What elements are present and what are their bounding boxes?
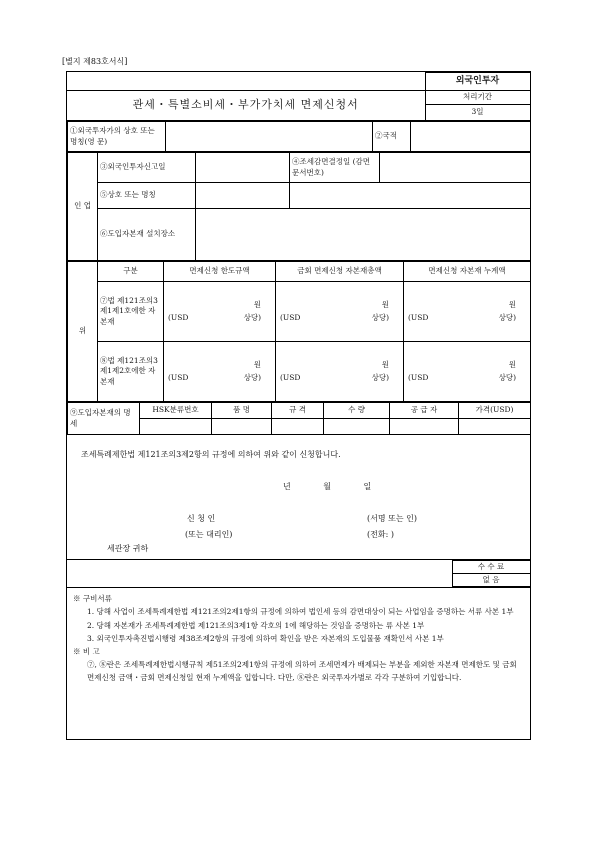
amount-header-category: 구분 bbox=[98, 262, 164, 282]
category-cell: 외국인투자 bbox=[425, 73, 530, 91]
install-location-label: ⑥도입자본재 설치장소 bbox=[98, 209, 196, 261]
goods-header-name: 품 명 bbox=[212, 403, 272, 419]
goods-spec-field[interactable] bbox=[272, 419, 324, 435]
declaration-section bbox=[67, 435, 530, 560]
goods-header-qty: 수 량 bbox=[324, 403, 390, 419]
amount-cumulative-field[interactable]: 원 (USD 상당) bbox=[404, 342, 531, 402]
agent-label: (또는 대리인) bbox=[185, 530, 233, 539]
fee-value: 없 음 bbox=[452, 574, 530, 587]
goods-header-price: 가격(USD) bbox=[459, 403, 531, 419]
remark-title: ※ 비 고 bbox=[73, 646, 100, 656]
doc-item: 3. 외국인투자촉진법시행령 제38조제2항의 규정에 의하여 확인을 받은 자본재의 도입물품 재확인서 사본 1부 bbox=[87, 633, 444, 643]
company-name-field-extra[interactable] bbox=[290, 183, 531, 209]
install-location-field[interactable] bbox=[196, 209, 531, 261]
exemption-application-form bbox=[66, 71, 531, 740]
declaration-date: 년 월 일 bbox=[283, 482, 372, 491]
amount-limit-field[interactable]: 원 (USD 상당) bbox=[164, 282, 276, 342]
fee-table bbox=[67, 560, 531, 587]
doc-item: 2. 당해 자본재가 조세특례제한법 제121조의3제1항 각호의 1에 해당하는 것임을 증명하는 류 사본 1부 bbox=[87, 620, 425, 630]
company-name-field[interactable] bbox=[196, 183, 290, 209]
header-table bbox=[67, 72, 531, 121]
notes-section bbox=[67, 587, 530, 739]
goods-price-field[interactable] bbox=[459, 419, 531, 435]
company-side-label: 인 업 bbox=[68, 153, 98, 261]
amount-header-current: 금회 면제신청 자본재총액 bbox=[276, 262, 404, 282]
investment-report-date-field[interactable] bbox=[196, 153, 290, 183]
investment-report-date-label: ③외국인투자신고일 bbox=[98, 153, 196, 183]
amount-cumulative-field[interactable]: 원 (USD 상당) bbox=[404, 282, 531, 342]
investor-name-field[interactable] bbox=[166, 122, 373, 152]
goods-header-spec: 규 격 bbox=[272, 403, 324, 419]
amount-header-cumulative: 면제신청 자본재 누계액 bbox=[404, 262, 531, 282]
company-name-label: ⑤상호 또는 명칭 bbox=[98, 183, 196, 209]
form-label: [별지 제83호서식] bbox=[62, 57, 128, 66]
docs-title: ※ 구비서류 bbox=[73, 594, 112, 604]
amount-header-limit: 면제신청 한도규액 bbox=[164, 262, 276, 282]
form-title: 관세・특별소비세・부가가치세 면제신청서 bbox=[67, 91, 425, 121]
reduction-decision-date-field[interactable] bbox=[380, 153, 531, 183]
investor-table bbox=[67, 121, 531, 152]
amount-limit-field[interactable]: 원 (USD 상당) bbox=[164, 342, 276, 402]
fee-label: 수 수 료 bbox=[452, 561, 530, 574]
nationality-field[interactable] bbox=[411, 122, 531, 152]
addressee: 세관장 귀하 bbox=[107, 544, 149, 553]
declaration-text: 조세특례제한법 제121조의3제2항의 규정에 의하여 위와 같이 신청합니다. bbox=[81, 450, 341, 459]
remark-text: ⑦, ⑧란은 조세특례제한법시행규칙 제51조의2제1항의 규정에 의하여 조세면제가 배제되는 부분을 제외한 자본재 면제한도 및 금회 면제신청 금액・금회 면제신청일 현재 누계액을 입합니다. 다만, ⑧란은 외국투자가별로 각각 구분하여 기입합니다. bbox=[87, 659, 517, 682]
goods-label: ⑨도입자본재의 명세 bbox=[68, 403, 140, 435]
goods-table bbox=[67, 402, 531, 435]
signature-label: (서명 또는 인) bbox=[367, 514, 417, 523]
goods-supplier-field[interactable] bbox=[390, 419, 459, 435]
processing-label: 처리기간 bbox=[425, 91, 530, 105]
amount-current-field[interactable]: 원 (USD 상당) bbox=[276, 282, 404, 342]
phone-label: (전화: ) bbox=[367, 530, 394, 539]
applicant-label: 신 청 인 bbox=[187, 514, 216, 523]
goods-qty-field[interactable] bbox=[324, 419, 390, 435]
goods-header-hsk: HSK분류번호 bbox=[140, 403, 212, 419]
amount-side-label: 위 bbox=[68, 262, 98, 402]
amount-table bbox=[67, 261, 531, 402]
investor-name-label: ①외국투자가의 상호 또는 명칭(영 문) bbox=[68, 122, 166, 152]
goods-name-field[interactable] bbox=[212, 419, 272, 435]
goods-header-supplier: 공 급 자 bbox=[390, 403, 459, 419]
company-table bbox=[67, 152, 531, 261]
amount-row-label: ⑦법 제121조의3제1제1호에한 자본재 bbox=[98, 282, 164, 342]
processing-value: 3일 bbox=[425, 105, 530, 121]
amount-current-field[interactable]: 원 (USD 상당) bbox=[276, 342, 404, 402]
reduction-decision-date-label: ④조세감면결정일 (감면문서번호) bbox=[290, 153, 380, 183]
nationality-label: ②국적 bbox=[373, 122, 411, 152]
amount-row-label: ⑧법 제121조의3제1제2호에한 자본재 bbox=[98, 342, 164, 402]
doc-item: 1. 당해 사업이 조세특례제한법 제121조의2제1항의 규정에 의하여 법인세 등의 감면대상이 되는 사업임을 증명하는 서류 사본 1부 bbox=[87, 607, 514, 617]
goods-hsk-field[interactable] bbox=[140, 419, 212, 435]
